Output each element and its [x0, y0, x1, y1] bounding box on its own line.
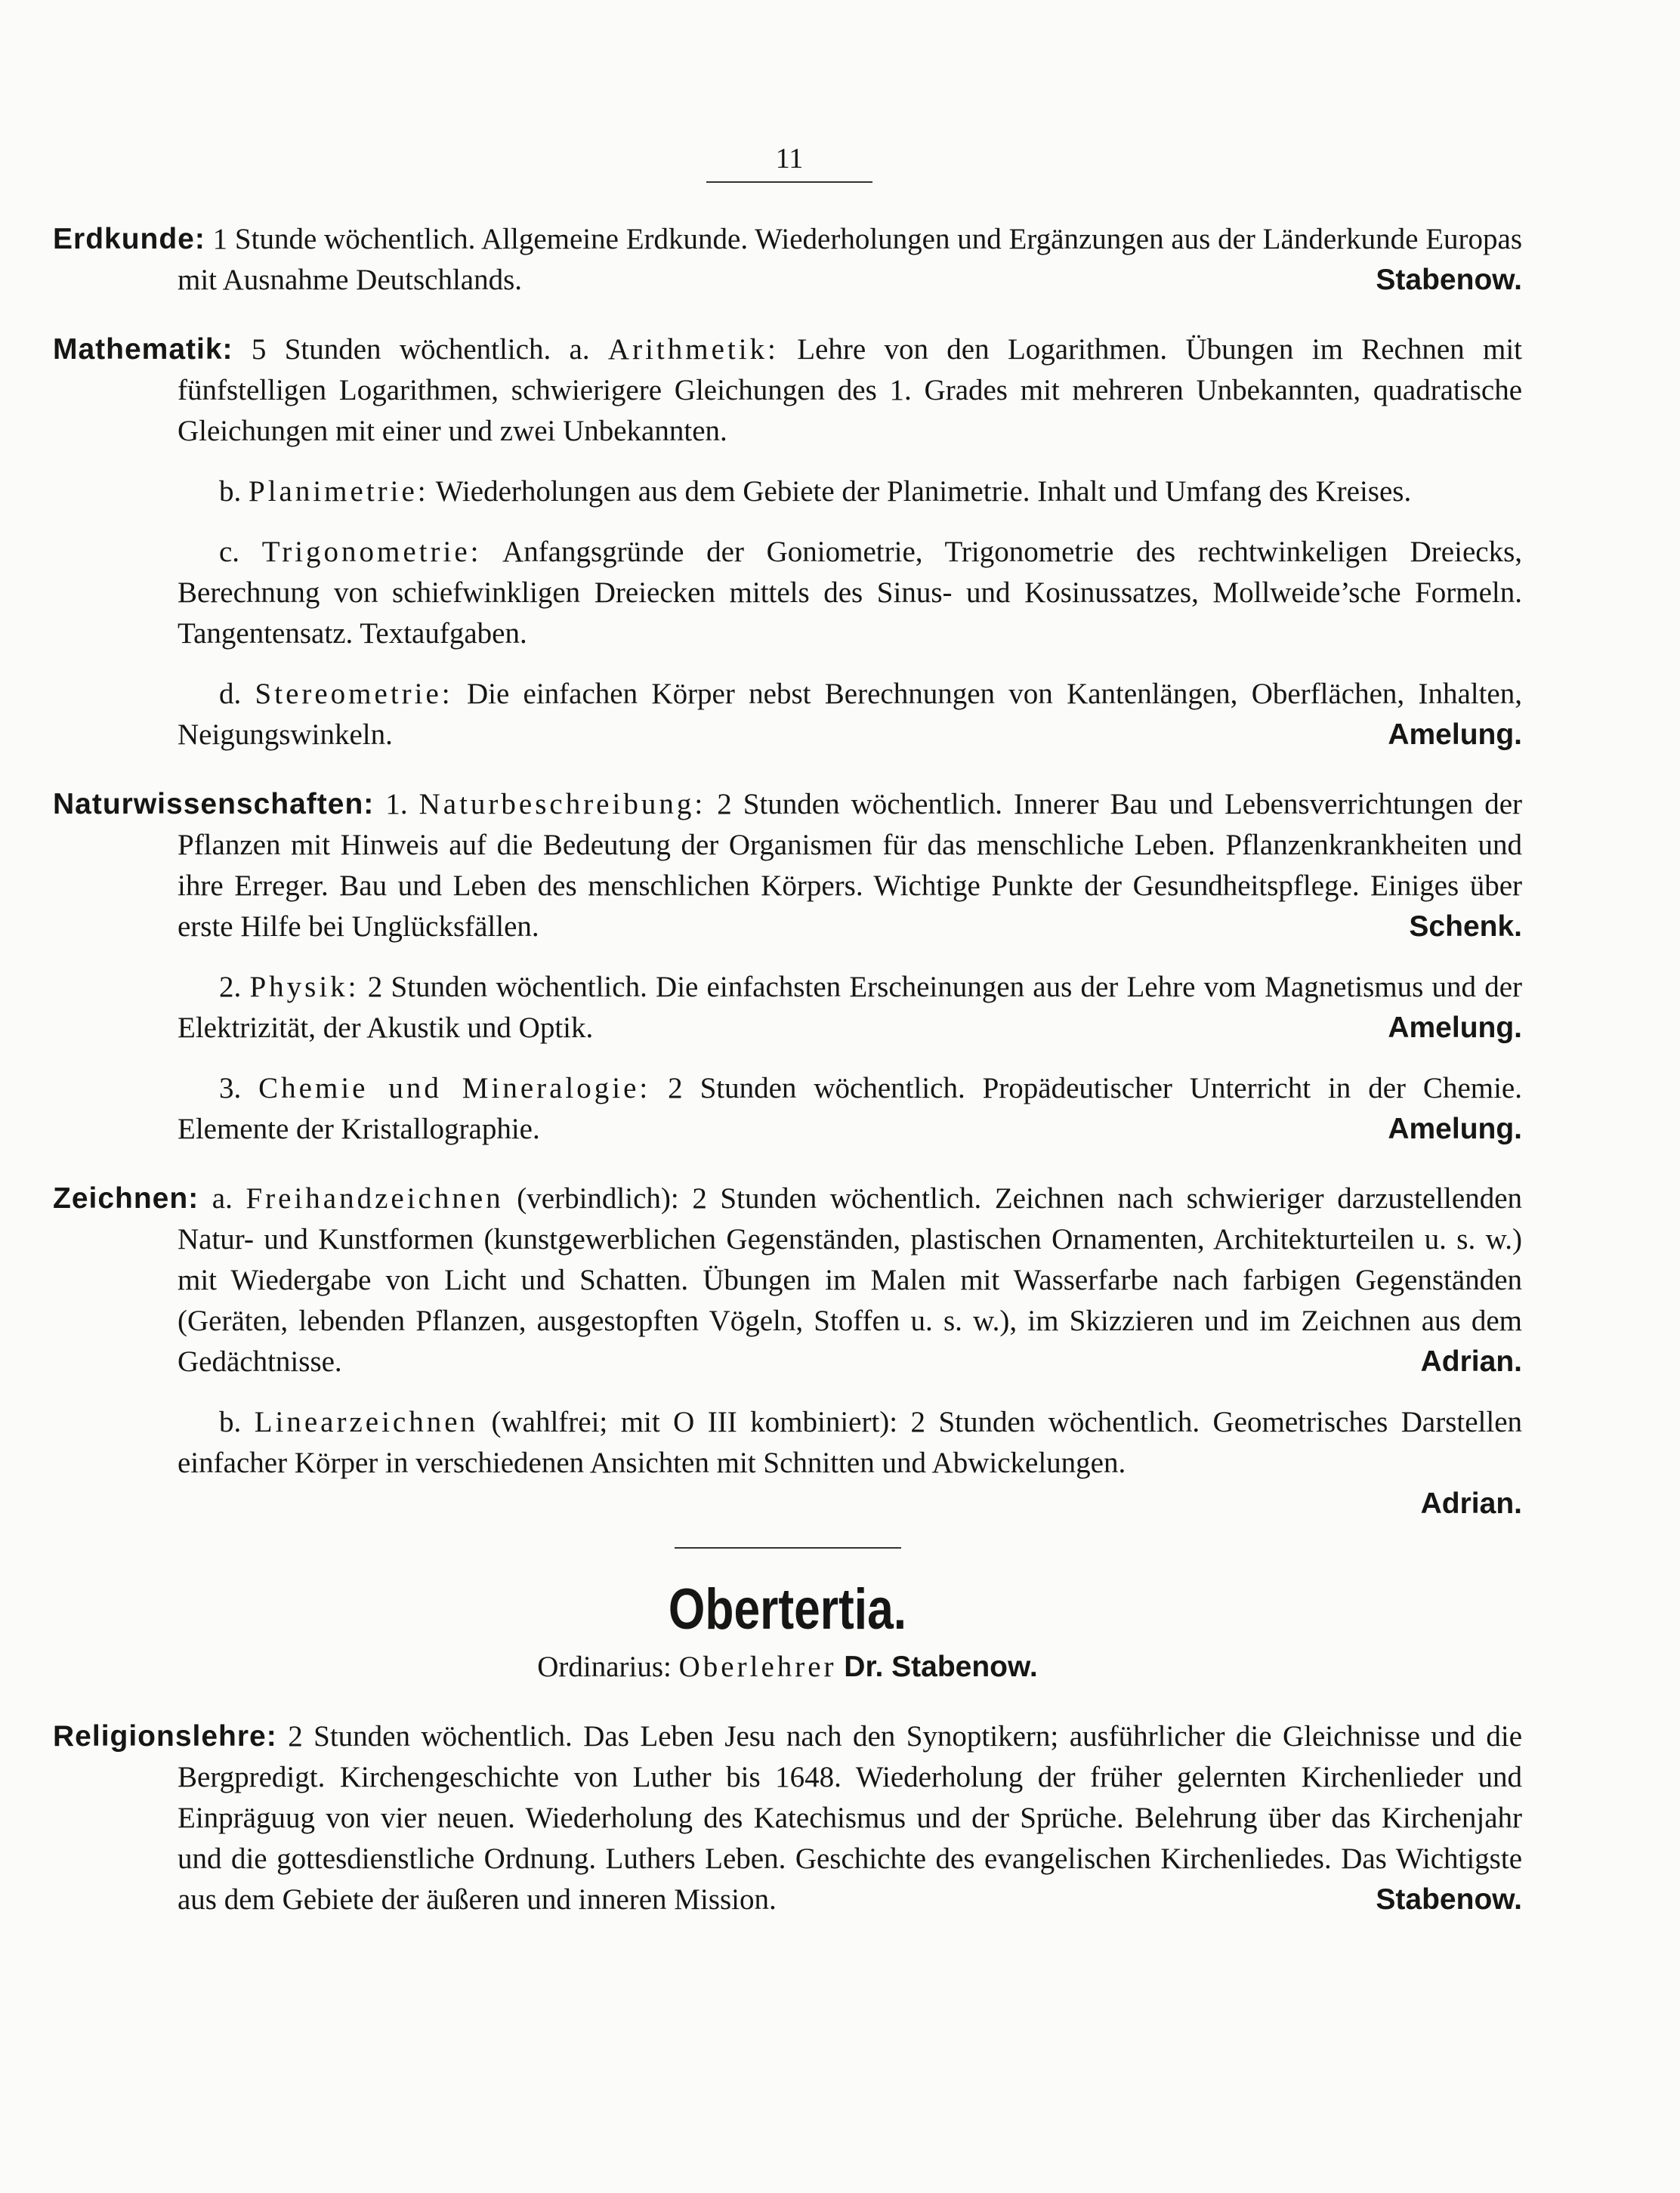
- topic-trigonometrie: [53, 532, 1522, 654]
- teacher-signature: Adrian.: [1420, 1487, 1522, 1520]
- teacher-signature: Amelung.: [1388, 1113, 1522, 1145]
- teacher-signature: Amelung.: [1388, 718, 1522, 751]
- subject-zeichnen: [53, 1178, 1522, 1382]
- subject-heading: Religionslehre:: [53, 1720, 277, 1753]
- teacher-signature: Adrian.: [1420, 1345, 1522, 1378]
- section-divider: [675, 1547, 901, 1549]
- topic-chemie: [53, 1068, 1522, 1150]
- teacher-signature: Schenk.: [1409, 910, 1522, 943]
- topic-prefix: b.: [219, 475, 242, 508]
- topic-linearzeichnen: [53, 1402, 1522, 1484]
- subject-intro: 5 Stunden wöchentlich. a.: [251, 333, 590, 366]
- topic-text: 2 Stunden wöchentlich. Propädeutischer Unterricht in der Chemie. Elemente der Kristallographie.: [178, 1072, 1522, 1145]
- topic-text: (wahlfrei; mit O III kombiniert): 2 Stunden wöchentlich. Geometrisches Darstellen einfacher Körper in verschiedenen Ansichten mit Schnitten und Abwickelungen.: [178, 1406, 1523, 1479]
- topic-prefix: d.: [219, 678, 242, 710]
- topic-label: Chemie und Mineralogie:: [258, 1072, 651, 1104]
- subject-heading: Mathematik:: [53, 333, 233, 366]
- topic-prefix: 1.: [385, 788, 408, 820]
- topic-prefix: c.: [219, 536, 240, 568]
- page-number: 11: [775, 143, 804, 175]
- ordinarius-name: Dr. Stabenow.: [844, 1651, 1038, 1683]
- topic-text: Wiederholungen aus dem Gebiete der Planimetrie. Inhalt und Umfang des Kreises.: [435, 475, 1412, 508]
- subject-religionslehre: [53, 1716, 1522, 1920]
- topic-physik: [53, 967, 1522, 1049]
- ordinarius-line: [53, 1647, 1522, 1688]
- topic-prefix: b.: [219, 1406, 242, 1438]
- topic-label: Naturbeschreibung:: [418, 788, 706, 820]
- topic-label: Freihandzeichnen: [246, 1182, 504, 1215]
- topic-label: Trigonometrie:: [261, 536, 482, 568]
- topic-text: Die einfachen Körper nebst Berechnungen von Kantenlängen, Oberflächen, Inhalten, Neigungswinkeln.: [178, 678, 1522, 751]
- subject-heading: Erdkunde:: [53, 223, 205, 255]
- topic-text: (verbindlich): 2 Stunden wöchentlich. Zeichnen nach schwieriger darzustellenden Natur- und Kunstformen (kunstgewerblichen Gegenständen, plastischen Ornamenten, Architekturteilen u. s. w.) mit Wiedergabe von Licht und Schatten. Übungen im Malen mit Wasserfarbe nach farbigen Gegenständen (Geräten, lebenden Pflanzen, ausgestopften Vögeln, Stoffen u. s. w.), im Skizzieren und im Zeichnen aus dem Gedächtnisse.: [178, 1182, 1522, 1378]
- subject-text: 2 Stunden wöchentlich. Das Leben Jesu nach den Synoptikern; ausführlicher die Gleichnisse und die Bergpredigt. Kirchengeschichte von Luther bis 1648. Wiederholung der früher gelernten Kirchenlieder und Einpräguug von vier neuen. Wiederholung des Katechismus und der Sprüche. Belehrung über das Kirchenjahr und die gottesdienstliche Ordnung. Luthers Leben. Geschichte des evangelischen Kirchenliedes. Das Wichtigste aus dem Gebiete der äußeren und inneren Mission.: [178, 1720, 1523, 1916]
- subject-heading: Naturwissenschaften:: [53, 788, 375, 820]
- ordinarius-rank: Oberlehrer: [678, 1651, 837, 1683]
- teacher-signature: Stabenow.: [1376, 1883, 1522, 1916]
- topic-text: 2 Stunden wöchentlich. Die einfachsten Erscheinungen aus der Lehre vom Magnetismus und der Elektrizität, der Akustik und Optik.: [178, 971, 1523, 1044]
- page-number-rule: [706, 181, 872, 183]
- teacher-signature-line: [53, 1484, 1522, 1524]
- subject-heading: Zeichnen:: [53, 1182, 199, 1215]
- topic-text: Anfangsgründe der Goniometrie, Trigonometrie des rechtwinkeligen Dreiecks, Berechnung von schiefwinkligen Dreiecken mittels des Sinus- und Kosinussatzes, Mollweide’sche Formeln. Tangentensatz. Textaufgaben.: [178, 536, 1522, 650]
- subject-text: 1 Stunde wöchentlich. Allgemeine Erdkunde. Wiederholungen und Ergänzungen aus der Länderkunde Europas mit Ausnahme Deutschlands.: [178, 223, 1522, 296]
- section-title: Obertertia.: [668, 1577, 907, 1642]
- topic-prefix: 2.: [219, 971, 242, 1003]
- teacher-signature: Amelung.: [1388, 1012, 1522, 1044]
- topic-text: 2 Stunden wöchentlich. Innerer Bau und Lebensverrichtungen der Pflanzen mit Hinweis auf die Bedeutung der Organismen für das menschliche Leben. Pflanzenkrankheiten und ihre Erreger. Bau und Leben des menschlichen Körpers. Wichtige Punkte der Gesundheitspflege. Einiges über erste Hilfe bei Unglücksfällen.: [178, 788, 1522, 943]
- topic-label: Physik:: [249, 971, 360, 1003]
- topic-text: Lehre von den Logarithmen. Übungen im Rechnen mit fünfstelligen Logarithmen, schwierigere Gleichungen des 1. Grades mit mehreren Unbekannten, quadratische Gleichungen mit einer und zwei Unbekannten.: [178, 333, 1523, 447]
- topic-prefix: 3.: [219, 1072, 242, 1104]
- topic-label: Linearzeichnen: [254, 1406, 479, 1438]
- topic-stereometrie: [53, 674, 1522, 755]
- ordinarius-label: Ordinarius:: [537, 1651, 672, 1683]
- topic-label: Planimetrie:: [249, 475, 429, 508]
- topic-label: Stereometrie:: [255, 678, 453, 710]
- topic-prefix: a.: [212, 1182, 233, 1215]
- teacher-signature: Stabenow.: [1376, 264, 1522, 296]
- subject-naturwissenschaften: [53, 784, 1522, 947]
- topic-planimetrie: [53, 471, 1522, 512]
- subject-erdkunde: [53, 219, 1522, 301]
- subject-mathematik: [53, 329, 1522, 452]
- topic-label: Arithmetik:: [607, 333, 779, 366]
- page-content: [53, 219, 1522, 1920]
